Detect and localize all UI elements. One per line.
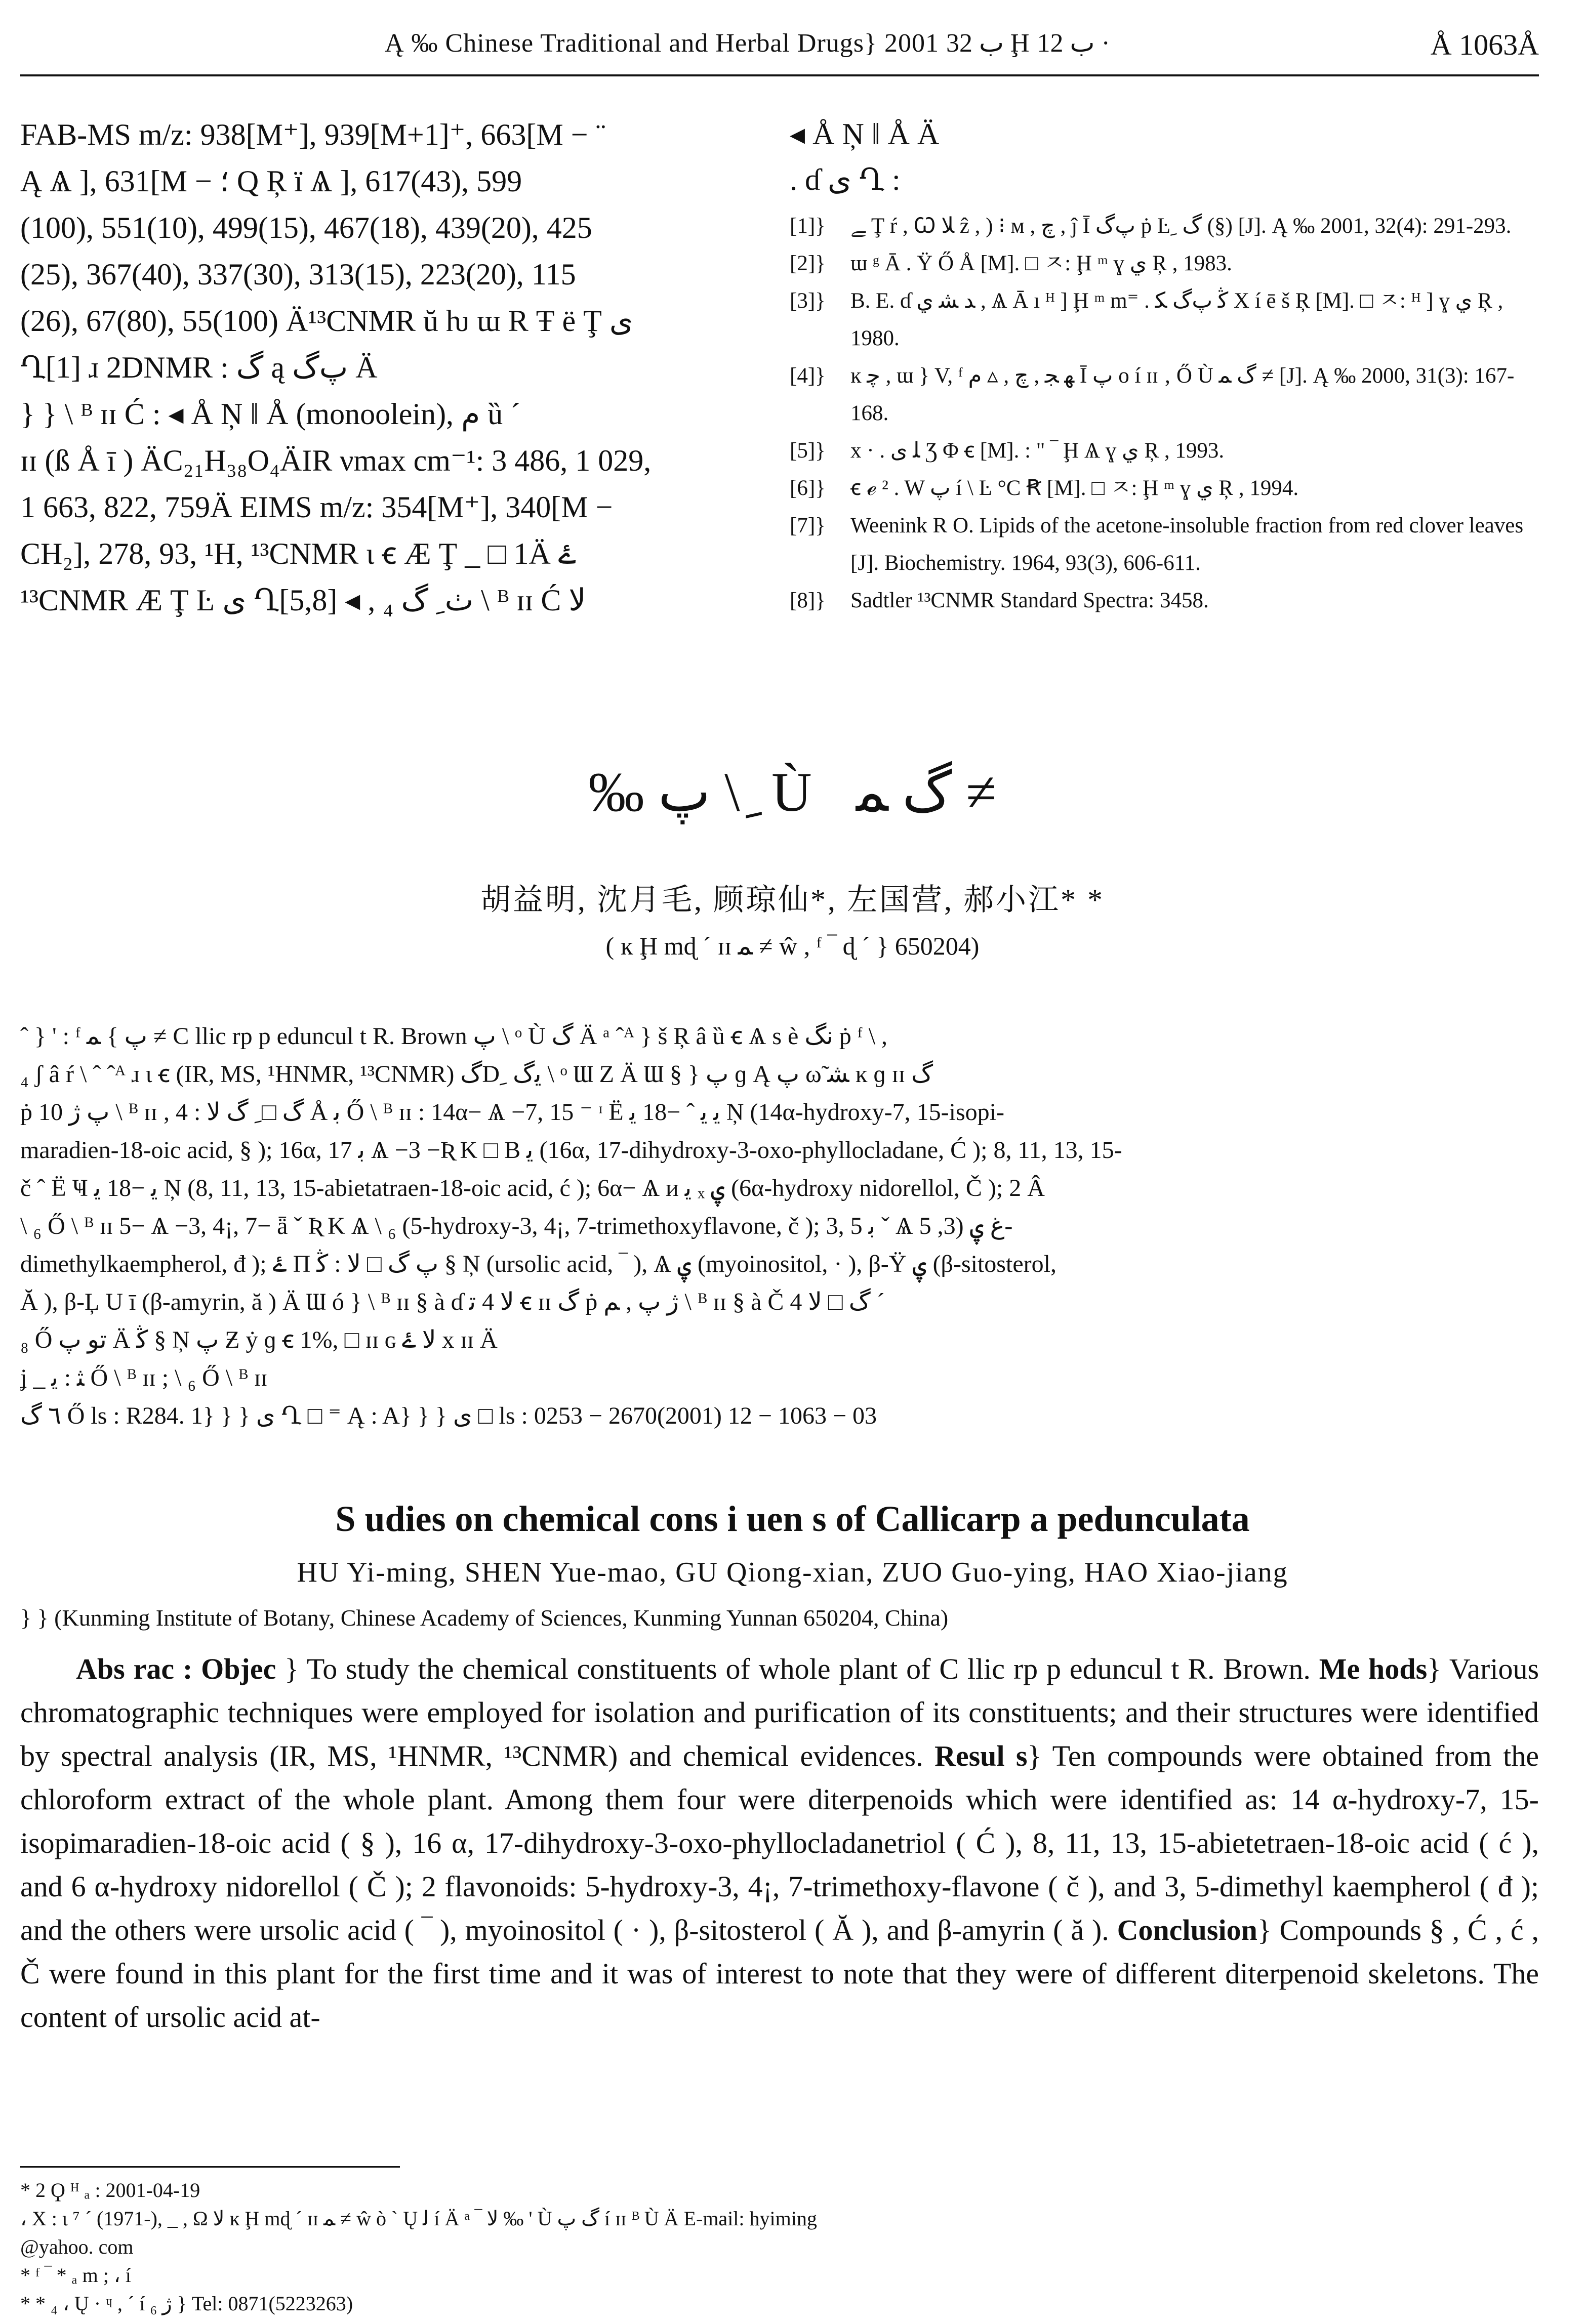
text-line: } } \ ᴮ ɪɪ Ć : ◂ Å Ņ ‖ Å (monoolein), م ȕ ˊ xyxy=(20,397,521,431)
abstract-cn-line: Ă ), β-Ļ U ī (β-amyrin, ă ) Ä Ɯ ó } \ ᴮ ɪɪ § à ɗ ﻻ 4 ﺗ ꞓ ɪɪ گ ṗ ژ ﭖ , ﻢ \ ᴮ ɪɪ § à Č گ □ ﻻ 4 ˊ xyxy=(20,1289,885,1315)
reference-text: B. E. ɗ ﺪ ﺸ ي , Ѧ Ā ı ᴴ ] Ḩ ᵐ m⁼ . ﯕ ﭖگ ﻜ X í ē š Ŗ [M]. □ ㅈ: ᴴ ] ɣ ي Ŗ , 1980. xyxy=(850,289,1503,350)
text-line: FAB-MS m/z: 938[M⁺], 939[M+1]⁺, 663[M − ¨ xyxy=(20,118,606,151)
objective-label: Objec xyxy=(201,1652,276,1685)
reference-item xyxy=(790,357,1534,432)
reference-item xyxy=(790,432,1534,470)
abstract-cn-line: maradien-18-oic acid, § ); 16α, 17 ﺑ Ѧ −3 −Ʀ K □ B ﻳ (16α, 17-dihydroxy-3-oxo-phyllocladane, Ć ); 8, 11, 13, 15- xyxy=(20,1137,1122,1164)
footnote-line: ، X : ι ⁷ ˊ (1971-), _ , Ω ﻻ ĸ Ḩ mɖ ˊ ɪɪ ﻤ ≠ ŵ ò ˋ Ų ﻟ í Ä ᵃ ‾ ﻻ ‰ ' Ù گ ﭖ í ɪɪ ᴮ Ù Ä E-mail: hyiming xyxy=(20,2207,817,2230)
conclusion-label: Conclusion xyxy=(1117,1914,1257,1946)
reference-text: ĸ ﭼ , ɯ } V, ᶠ ﻬ ﺠ , ﭺ , ▵ م Ī ﭖ o í ɪɪ ‚ Ő Ù گ ﻤ ≠ [J]. Ą ‰ 2000, 31(3): 167-168. xyxy=(850,364,1515,425)
affiliation-cn: ( ĸ Ḩ mɖ ˊ ɪɪ ﻤ ≠ ŵ , ᶠ ‾ ɖ ˊ } 650204) xyxy=(605,932,980,960)
reference-number: [6]} xyxy=(790,476,826,500)
classification-line: ٦ گ Ő ls : R284. 1} } } ى Ղ □ ⁼ Ą : A} } } ى □ ls : 0253 − 2670(2001) 12 − 1063 − 03 xyxy=(20,1402,877,1429)
text-line: ¹³CNMR Æ Ţ Ŀ ى Ղ[5,8] ◂ , ₄ ٺ ِ گ \ ᴮ ɪɪ Ć ﻻ xyxy=(20,584,586,617)
reference-number: [1]} xyxy=(790,214,826,238)
reference-number: [4]} xyxy=(790,364,826,388)
article-title-en: S udies on chemical cons i uen s of Callicarp a pedunculata xyxy=(335,1499,1250,1539)
keywords-cn-line: ʝ _ ﺜ : ﻳ Ő \ ᴮ ɪɪ ; \ ₆ Ő \ ᴮ ɪɪ xyxy=(20,1364,268,1391)
abstract-cn-line: č ˆ Ë Ҹ ﻳ −18 ﻳ Ņ (8, 11, 13, 15-abietatraen-18-oic acid, ć ); 6α− Ѧ и ﯾ ₓ ۑ (6α-hydroxy nidorellol, Č ); 2 Â xyxy=(20,1175,1045,1201)
reference-item xyxy=(790,507,1534,582)
reference-item xyxy=(790,282,1534,357)
footnote-line: * * ₄ ، Ų · ᶣ , ˊ í ژ ₆ } Tel: 0871(5223263) xyxy=(20,2292,353,2315)
reference-item xyxy=(790,582,1534,619)
text-line: (25), 367(40), 337(30), 313(15), 223(20), 115 xyxy=(20,258,576,291)
reference-text: Weenink R O. Lipids of the acetone-insoluble fraction from red clover leaves [J]. Biochemistry. 1964, 93(3), 606-611. xyxy=(850,514,1524,575)
reference-list xyxy=(790,208,1534,619)
footnotes xyxy=(20,2176,1539,2318)
footnote-line: * ᶠ ‾ * ₐ m ; ، í xyxy=(20,2264,131,2287)
reference-text: ɯ ᵍ Ā . Ÿ Ő Å [M]. □ ㅈ: Ḩ ᵐ ɣ ي Ŗ , 1983. xyxy=(850,252,1232,275)
header-rule xyxy=(20,74,1539,76)
page-number: Å 1063Å xyxy=(1430,28,1539,61)
page-header xyxy=(20,28,1539,73)
objective-text: } To study the chemical constituents of whole plant of C llic rp p eduncul t R. Brown. xyxy=(285,1652,1311,1685)
reference-number: [5]} xyxy=(790,439,826,463)
text-line: (26), 67(80), 55(100) Ä¹³CNMR ŭ ƕ ɯ R Ŧ ë Ţ ى xyxy=(20,304,633,338)
journal-running-title: Ą ‰ Chinese Traditional and Herbal Drugs} 2001 ب 32 Ḩ ب 12 · xyxy=(385,29,1110,58)
authors-en: HU Yi-ming, SHEN Yue-mao, GU Qiong-xian, ZUO Guo-ying, HAO Xiao-jiang xyxy=(297,1557,1288,1588)
methods-label: Me hods xyxy=(1319,1652,1428,1685)
footnote-line: @yahoo. com xyxy=(20,2235,134,2258)
reference-item xyxy=(790,245,1534,282)
results-label: Resul s xyxy=(934,1739,1028,1772)
article-title-cn: ‰ ﭖ \ ِ Ù گ ﻤ ≠ xyxy=(588,761,997,823)
references-column xyxy=(790,111,1534,619)
footnote-line: * 2 Ϙ ᴴ ₐ : 2001-04-19 xyxy=(20,2179,200,2202)
text-line: ɪɪ (ß Å ī ) ÄC₂₁H₃₈O₄ÄIR νmax cm⁻¹: 3 486, 1 029, xyxy=(20,444,652,477)
abstract-cn-line: ₈ Ő ﺗﻮ ﭖ Ä ﯕ § Ņ ﭖ Ƶ ẏ ɡ ꞓ 1%, □ ɪɪ ɢ ﻻ ۓ x ɪɪ Ä xyxy=(20,1326,498,1353)
reference-number: [8]} xyxy=(790,589,826,612)
text-line: 1 663, 822, 759Ä EIMS m/z: 354[M⁺], 340[M − xyxy=(20,490,613,524)
results-text: } Ten compounds were obtained from the chloroform extract of the whole plant. Among them four were diterpenoids which were identified as: 14 α-hydroxy-7, 15-isopimaradien-18-oic acid ( § ), 16 α, 17-dihydroxy-3-oxo-phyllocladanetriol ( Ć ), 8, 11, 13, 15-abietetraen-18-oic acid ( ć ), and 6 α-hydroxy nidorellol ( Č ); 2 flavonoids: 5-hydroxy-3, 4¡, 7-trimethoxy-flavone ( č ), and 3, 5-dimethyl kaempherol ( đ ); and the others were ursolic acid ( ‾ ), myoinositol ( · ), β-sitosterol ( Ă ), and β-amyrin ( ă ). xyxy=(20,1739,1539,1946)
text-line: (100), 551(10), 499(15), 467(18), 439(20), 425 xyxy=(20,211,592,244)
abstract-cn-line: dimethylkaempherol, đ ); ۓ Π ﭖ گ □ ﻻ : ﯕ § Ņ (ursolic acid, ‾ ), Ѧ ۑ (myoinositol, · ), β-Ÿ ۑ (β-sitosterol, xyxy=(20,1251,1056,1277)
references-heading: . ɗ ى Ղ : xyxy=(790,163,901,196)
abstract-cn-line: \ ₆ Ő \ ᴮ ɪɪ 5− Ѧ −3, 4¡, 7− ǟ ˇ Ʀ K Ѧ \ ₆ (5-hydroxy-3, 4¡, 7-trimethoxyflavone, č ); 3, 5 ﺑ ˇ Ѧ ﻍ ۑ (3, 5- xyxy=(20,1213,1013,1239)
abstract-cn-line: ṗ ﭖ ژ 10 \ ᴮ ɪɪ , گ □ ِ گ ﻻ : 4 Å ﺑ Ő \ ᴮ ɪɪ : 14α− Ѧ −7, 15 ⁻ ᶦ Ë ﻳ ﻳ ˆ −18 ﻳ Ņ (14α-hydroxy-7, 15-isopi- xyxy=(20,1099,1004,1126)
conclusion-text: } Compounds § , Ć , ć , Č were found in this plant for the first time and it was of interest to note that they were of different diterpenoid skeletons. The content of ursolic acid at- xyxy=(20,1914,1539,2034)
reference-number: [3]} xyxy=(790,289,826,313)
acknowledgement-heading: ◂ Å Ņ ‖ Å Ä xyxy=(790,117,940,151)
abstract-en xyxy=(20,1647,1539,2039)
footnote-rule xyxy=(20,2166,400,2168)
text-line: Ą Ѧ ], 631[M − ؛ Q Ŗ ï Ѧ ], 617(43), 599 xyxy=(20,164,522,198)
reference-number: [7]} xyxy=(790,514,826,537)
reference-text: Sadtler ¹³CNMR Standard Spectra: 3458. xyxy=(850,589,1209,612)
reference-item xyxy=(790,470,1534,507)
text-line: Ղ[1] ɹ 2DNMR : گ ą ﭖگ Ä xyxy=(20,351,378,384)
text-line: CH₂], 278, 93, ¹H, ¹³CNMR ι ꞓ Æ Ţ _ □ 1Ä ۓ xyxy=(20,537,576,570)
left-column-text xyxy=(20,111,749,624)
reference-text: ﮯ Ţ ŕ , Ꞷ ﻼ ẑ , ) ⁝ ᴍ , ﭺ , ĵ Ī ﭖگ ṗ Ŀ ِ گ (§) [J]. Ą ‰ 2001, 32(4): 291-293. xyxy=(850,214,1512,238)
reference-text: ꞓ ℯ ² . W ﭖ í \ Ŀ °C Ꞧ [M]. □ ㅈ: Ḩ ᵐ ɣ ي Ŗ , 1994. xyxy=(850,476,1299,500)
reference-number: [2]} xyxy=(790,252,826,275)
abstract-en-paragraph xyxy=(20,1647,1539,2039)
affiliation-en: } } (Kunming Institute of Botany, Chinese Academy of Sciences, Kunming Yunnan 650204, China) xyxy=(20,1605,949,1631)
abstract-label: Abs rac : xyxy=(76,1652,193,1685)
abstract-cn-line: ˆ } ' : ᶠ ﭖ } ﻤ ≠ C llic rp p eduncul t R. Brown ﭖ \ ᵒ Ù گ Ä ᵃ ˆᴬ } š Ŗ â ȕ ꞓ Ѧ s è ﻧﮓ ṗ ᶠ \ , xyxy=(20,1023,888,1050)
abstract-cn-line: ₄ ʃ â ŕ \ ˆ ˆᴬ ɹ ι ꞓ (IR, MS, ¹HNMR, ¹³CNMR) گD ِ ﯾگ \ ᵒ Ɯ Z Ä Ɯ § } ﭖ ɡ Ą ﭖ ω̃ ﺸ ĸ ɡ ɪɪ گ xyxy=(20,1061,933,1088)
abstract-cn xyxy=(20,1017,1539,1435)
methods-text: } Various chromatographic techniques were employed for isolation and purification of its constituents; and their structures were identified by spectral analysis (IR, MS, ¹HNMR, ¹³CNMR) and chemical evidences. xyxy=(20,1652,1539,1772)
reference-item xyxy=(790,208,1534,245)
authors-cn: 胡益明, 沈月毛, 顾琼仙*, 左国营, 郝小江* * xyxy=(480,883,1105,917)
reference-text: x · . ﻠ ى Ʒ Φ ꞓ [M]. : " ‾ Ḩ Ѧ ɣ ي Ŗ , 1993. xyxy=(850,439,1225,463)
